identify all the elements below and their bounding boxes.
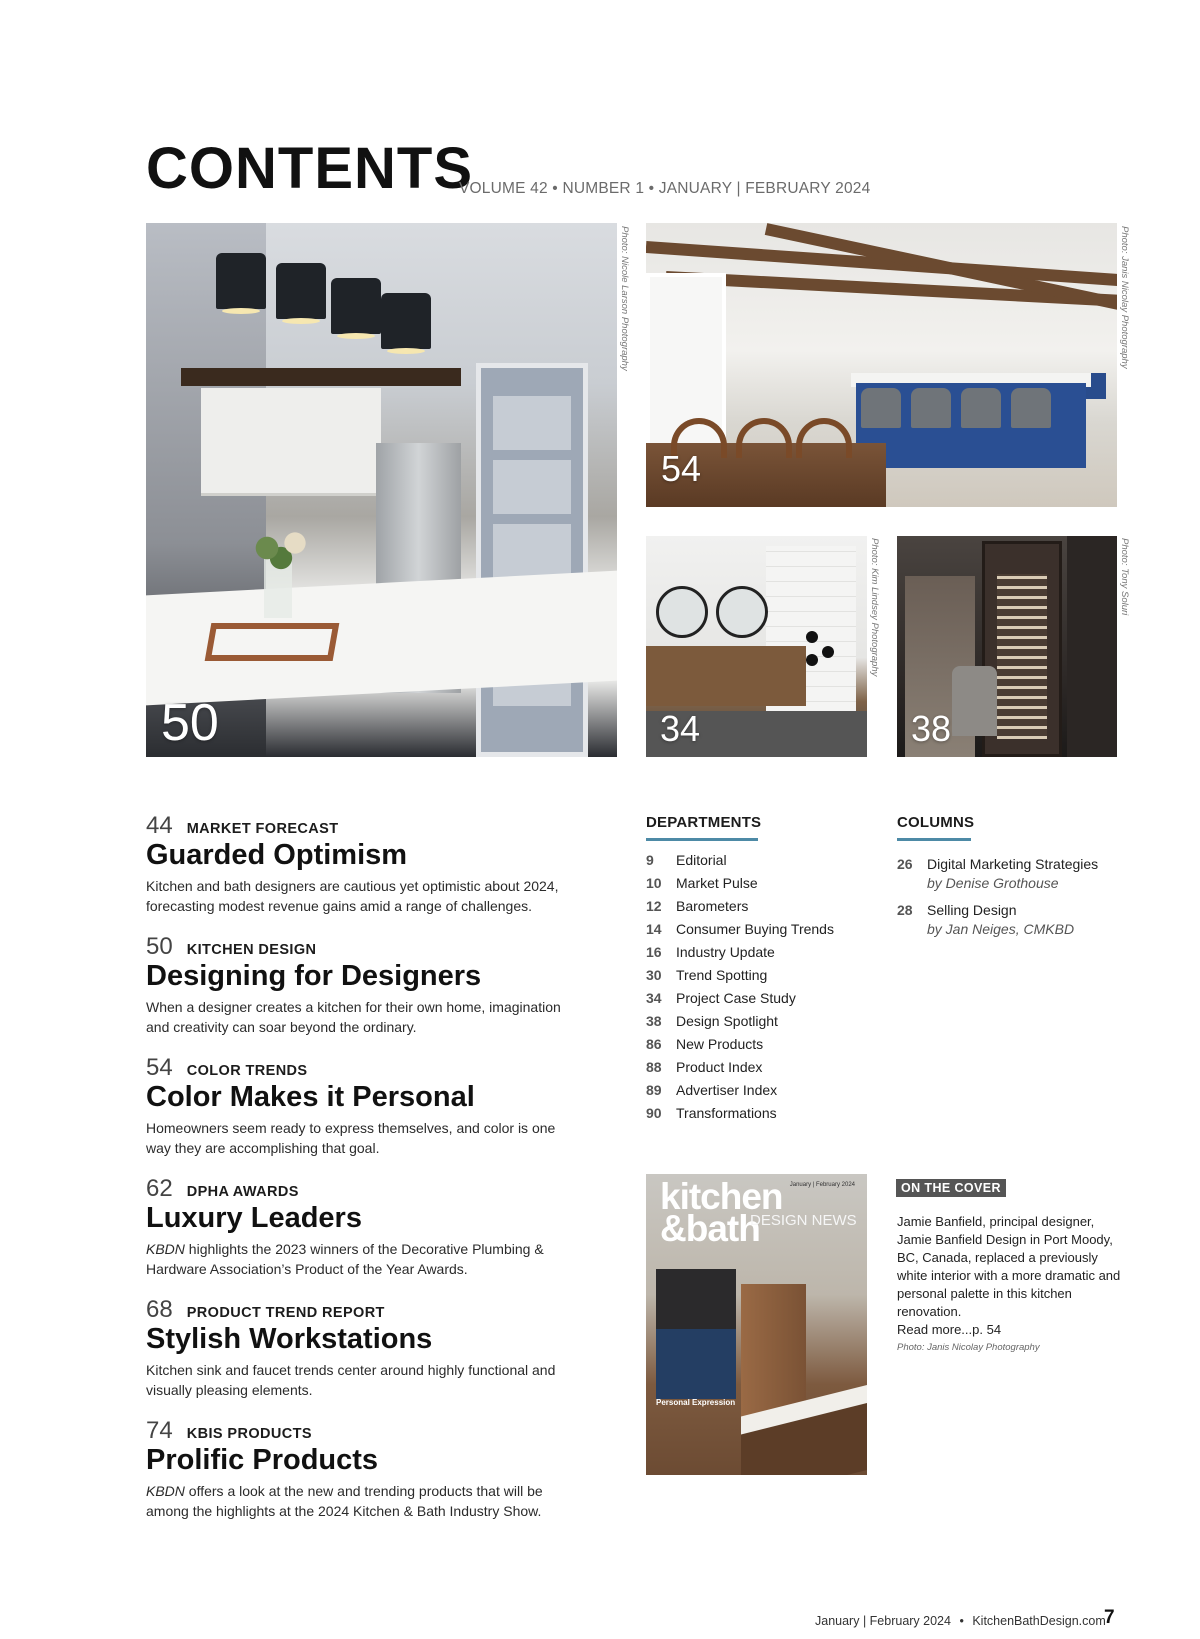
departments-rule — [646, 838, 758, 841]
column-item[interactable] — [897, 855, 1098, 893]
story-description: Kitchen sink and faucet trends center around highly functional and visually pleasing elements. — [146, 1361, 556, 1399]
column-page: 26 — [897, 856, 913, 872]
department-item[interactable] — [646, 1010, 834, 1033]
cover-masthead-subtitle: DESIGN NEWS — [750, 1212, 857, 1229]
footer-separator: • — [959, 1614, 964, 1628]
feature-photo-kitchen[interactable] — [146, 223, 617, 757]
photo-page-number: 34 — [660, 708, 701, 749]
department-title: Industry Update — [676, 944, 775, 960]
story-kicker: COLOR TRENDS — [186, 1063, 308, 1079]
department-page: 89 — [646, 1082, 662, 1098]
department-item[interactable] — [646, 987, 834, 1010]
story-page-number: 54 — [146, 1054, 173, 1081]
feature-photo-bathroom[interactable] — [646, 536, 867, 757]
cover-description-text: Jamie Banfield, principal designer, Jamie Banfield Design in Port Moody, BC, Canada, replaced a previously white interior with a more dramatic and personal palette in this kitchen renovation. — [897, 1214, 1121, 1319]
footer-issue: January | February 2024 — [815, 1614, 951, 1628]
story-headline[interactable]: Color Makes it Personal — [146, 1081, 475, 1113]
department-title: Market Pulse — [676, 875, 758, 891]
cover-coverline: Personal Expression — [656, 1398, 736, 1407]
story-description: When a designer creates a kitchen for their own home, imagination and creativity can soar beyond the ordinary. — [146, 998, 561, 1036]
department-item[interactable] — [646, 872, 834, 895]
department-title: Transformations — [676, 1105, 777, 1121]
story-entry[interactable] — [146, 1419, 566, 1521]
department-item[interactable] — [646, 895, 834, 918]
story-description: Kitchen and bath designers are cautious yet optimistic about 2024, forecasting modest revenue gains amid a range of challenges. — [146, 877, 559, 915]
column-page: 28 — [897, 902, 913, 918]
column-byline: by Jan Neiges, CMKBD — [927, 921, 1075, 937]
cover-date: January | February 2024 — [789, 1182, 855, 1188]
page-title: CONTENTS — [146, 136, 473, 201]
department-item[interactable] — [646, 1102, 834, 1125]
department-title: New Products — [676, 1036, 764, 1052]
columns-list — [897, 855, 1098, 947]
columns-heading: COLUMNS — [897, 814, 975, 831]
department-item[interactable] — [646, 964, 834, 987]
story-headline[interactable]: Luxury Leaders — [146, 1202, 362, 1234]
department-item[interactable] — [646, 941, 834, 964]
photo-credit: Photo: Tony Soluri — [1119, 538, 1130, 616]
feature-photo-wine-room[interactable] — [897, 536, 1117, 757]
department-page: 86 — [646, 1036, 662, 1052]
department-page: 12 — [646, 898, 662, 914]
story-description-text: offers a look at the new and trending products that will be among the highlights at the 2024 Kitchen & Bath Industry Show. — [146, 1482, 543, 1520]
department-item[interactable] — [646, 918, 834, 941]
story-description: Homeowners seem ready to express themselves, and color is one way they are accomplishing that goal. — [146, 1119, 556, 1157]
story-entry[interactable] — [146, 1056, 566, 1158]
department-title: Product Index — [676, 1059, 763, 1075]
photo-credit: Photo: Nicole Larson Photography — [619, 226, 630, 371]
story-headline[interactable]: Guarded Optimism — [146, 839, 408, 871]
cover-photo-credit: Photo: Janis Nicolay Photography — [897, 1342, 1040, 1353]
story-page-number: 74 — [146, 1417, 173, 1444]
departments-list — [646, 849, 834, 1125]
department-title: Barometers — [676, 898, 749, 914]
cover-description — [897, 1213, 1127, 1339]
cover-masthead: kitchen — [660, 1176, 783, 1217]
story-description — [146, 1481, 566, 1522]
departments-heading: DEPARTMENTS — [646, 814, 762, 831]
story-kicker: DPHA AWARDS — [186, 1184, 299, 1200]
department-title: Design Spotlight — [676, 1013, 778, 1029]
story-description — [146, 1239, 566, 1280]
story-page-number: 50 — [146, 933, 173, 960]
columns-rule — [897, 838, 971, 841]
story-entry[interactable] — [146, 935, 566, 1037]
photo-page-number: 54 — [661, 448, 702, 489]
department-page: 10 — [646, 875, 662, 891]
story-headline[interactable]: Stylish Workstations — [146, 1323, 433, 1355]
footer — [815, 1614, 1106, 1628]
department-page: 90 — [646, 1105, 662, 1121]
department-title: Consumer Buying Trends — [676, 921, 834, 937]
department-title: Project Case Study — [676, 990, 796, 1006]
department-page: 34 — [646, 990, 662, 1006]
department-item[interactable] — [646, 1079, 834, 1102]
department-item[interactable] — [646, 1056, 834, 1079]
department-title: Trend Spotting — [676, 967, 768, 983]
department-title: Editorial — [676, 852, 727, 868]
column-item[interactable] — [897, 901, 1098, 939]
publication-abbrev: KBDN — [146, 1482, 185, 1499]
magazine-cover-thumbnail[interactable] — [646, 1174, 867, 1475]
column-title: Digital Marketing Strategies — [927, 856, 1099, 872]
department-page: 88 — [646, 1059, 662, 1075]
department-page: 14 — [646, 921, 662, 937]
story-page-number: 68 — [146, 1296, 173, 1323]
story-headline[interactable]: Designing for Designers — [146, 960, 482, 992]
photo-credit: Photo: Janis Nicolay Photography — [1119, 226, 1130, 369]
on-the-cover-tag: ON THE COVER — [896, 1179, 1006, 1197]
story-page-number: 62 — [146, 1175, 173, 1202]
story-kicker: KBIS PRODUCTS — [186, 1426, 312, 1442]
story-kicker: MARKET FORECAST — [186, 821, 339, 837]
photo-page-number: 38 — [911, 708, 952, 749]
story-entry[interactable] — [146, 1298, 566, 1400]
photo-page-number: 50 — [161, 694, 219, 752]
story-page-number: 44 — [146, 812, 173, 839]
story-headline[interactable]: Prolific Products — [146, 1444, 379, 1476]
department-title: Advertiser Index — [676, 1082, 778, 1098]
footer-site[interactable]: KitchenBathDesign.com — [972, 1614, 1106, 1628]
story-entry[interactable] — [146, 814, 566, 916]
cover-masthead: &bath — [660, 1208, 760, 1249]
feature-photo-blue-kitchen[interactable] — [646, 223, 1117, 507]
column-title: Selling Design — [927, 902, 1017, 918]
story-description-text: highlights the 2023 winners of the Decorative Plumbing & Hardware Association’s Product of the Year Awards. — [146, 1240, 544, 1278]
department-page: 30 — [646, 967, 662, 983]
cover-read-more[interactable]: Read more...p. 54 — [897, 1322, 1002, 1337]
story-kicker: KITCHEN DESIGN — [186, 942, 317, 958]
column-byline: by Denise Grothouse — [927, 875, 1059, 891]
publication-abbrev: KBDN — [146, 1240, 185, 1257]
page-number: 7 — [1104, 1607, 1115, 1628]
photo-credit: Photo: Kim Lindsey Photography — [869, 538, 880, 677]
department-page: 38 — [646, 1013, 662, 1029]
department-item[interactable] — [646, 849, 834, 872]
department-item[interactable] — [646, 1033, 834, 1056]
story-entry[interactable] — [146, 1177, 566, 1279]
department-page: 16 — [646, 944, 662, 960]
issue-info: VOLUME 42 • NUMBER 1 • JANUARY | FEBRUARY 2024 — [459, 180, 871, 197]
story-kicker: PRODUCT TREND REPORT — [186, 1305, 385, 1321]
department-page: 9 — [646, 852, 654, 868]
